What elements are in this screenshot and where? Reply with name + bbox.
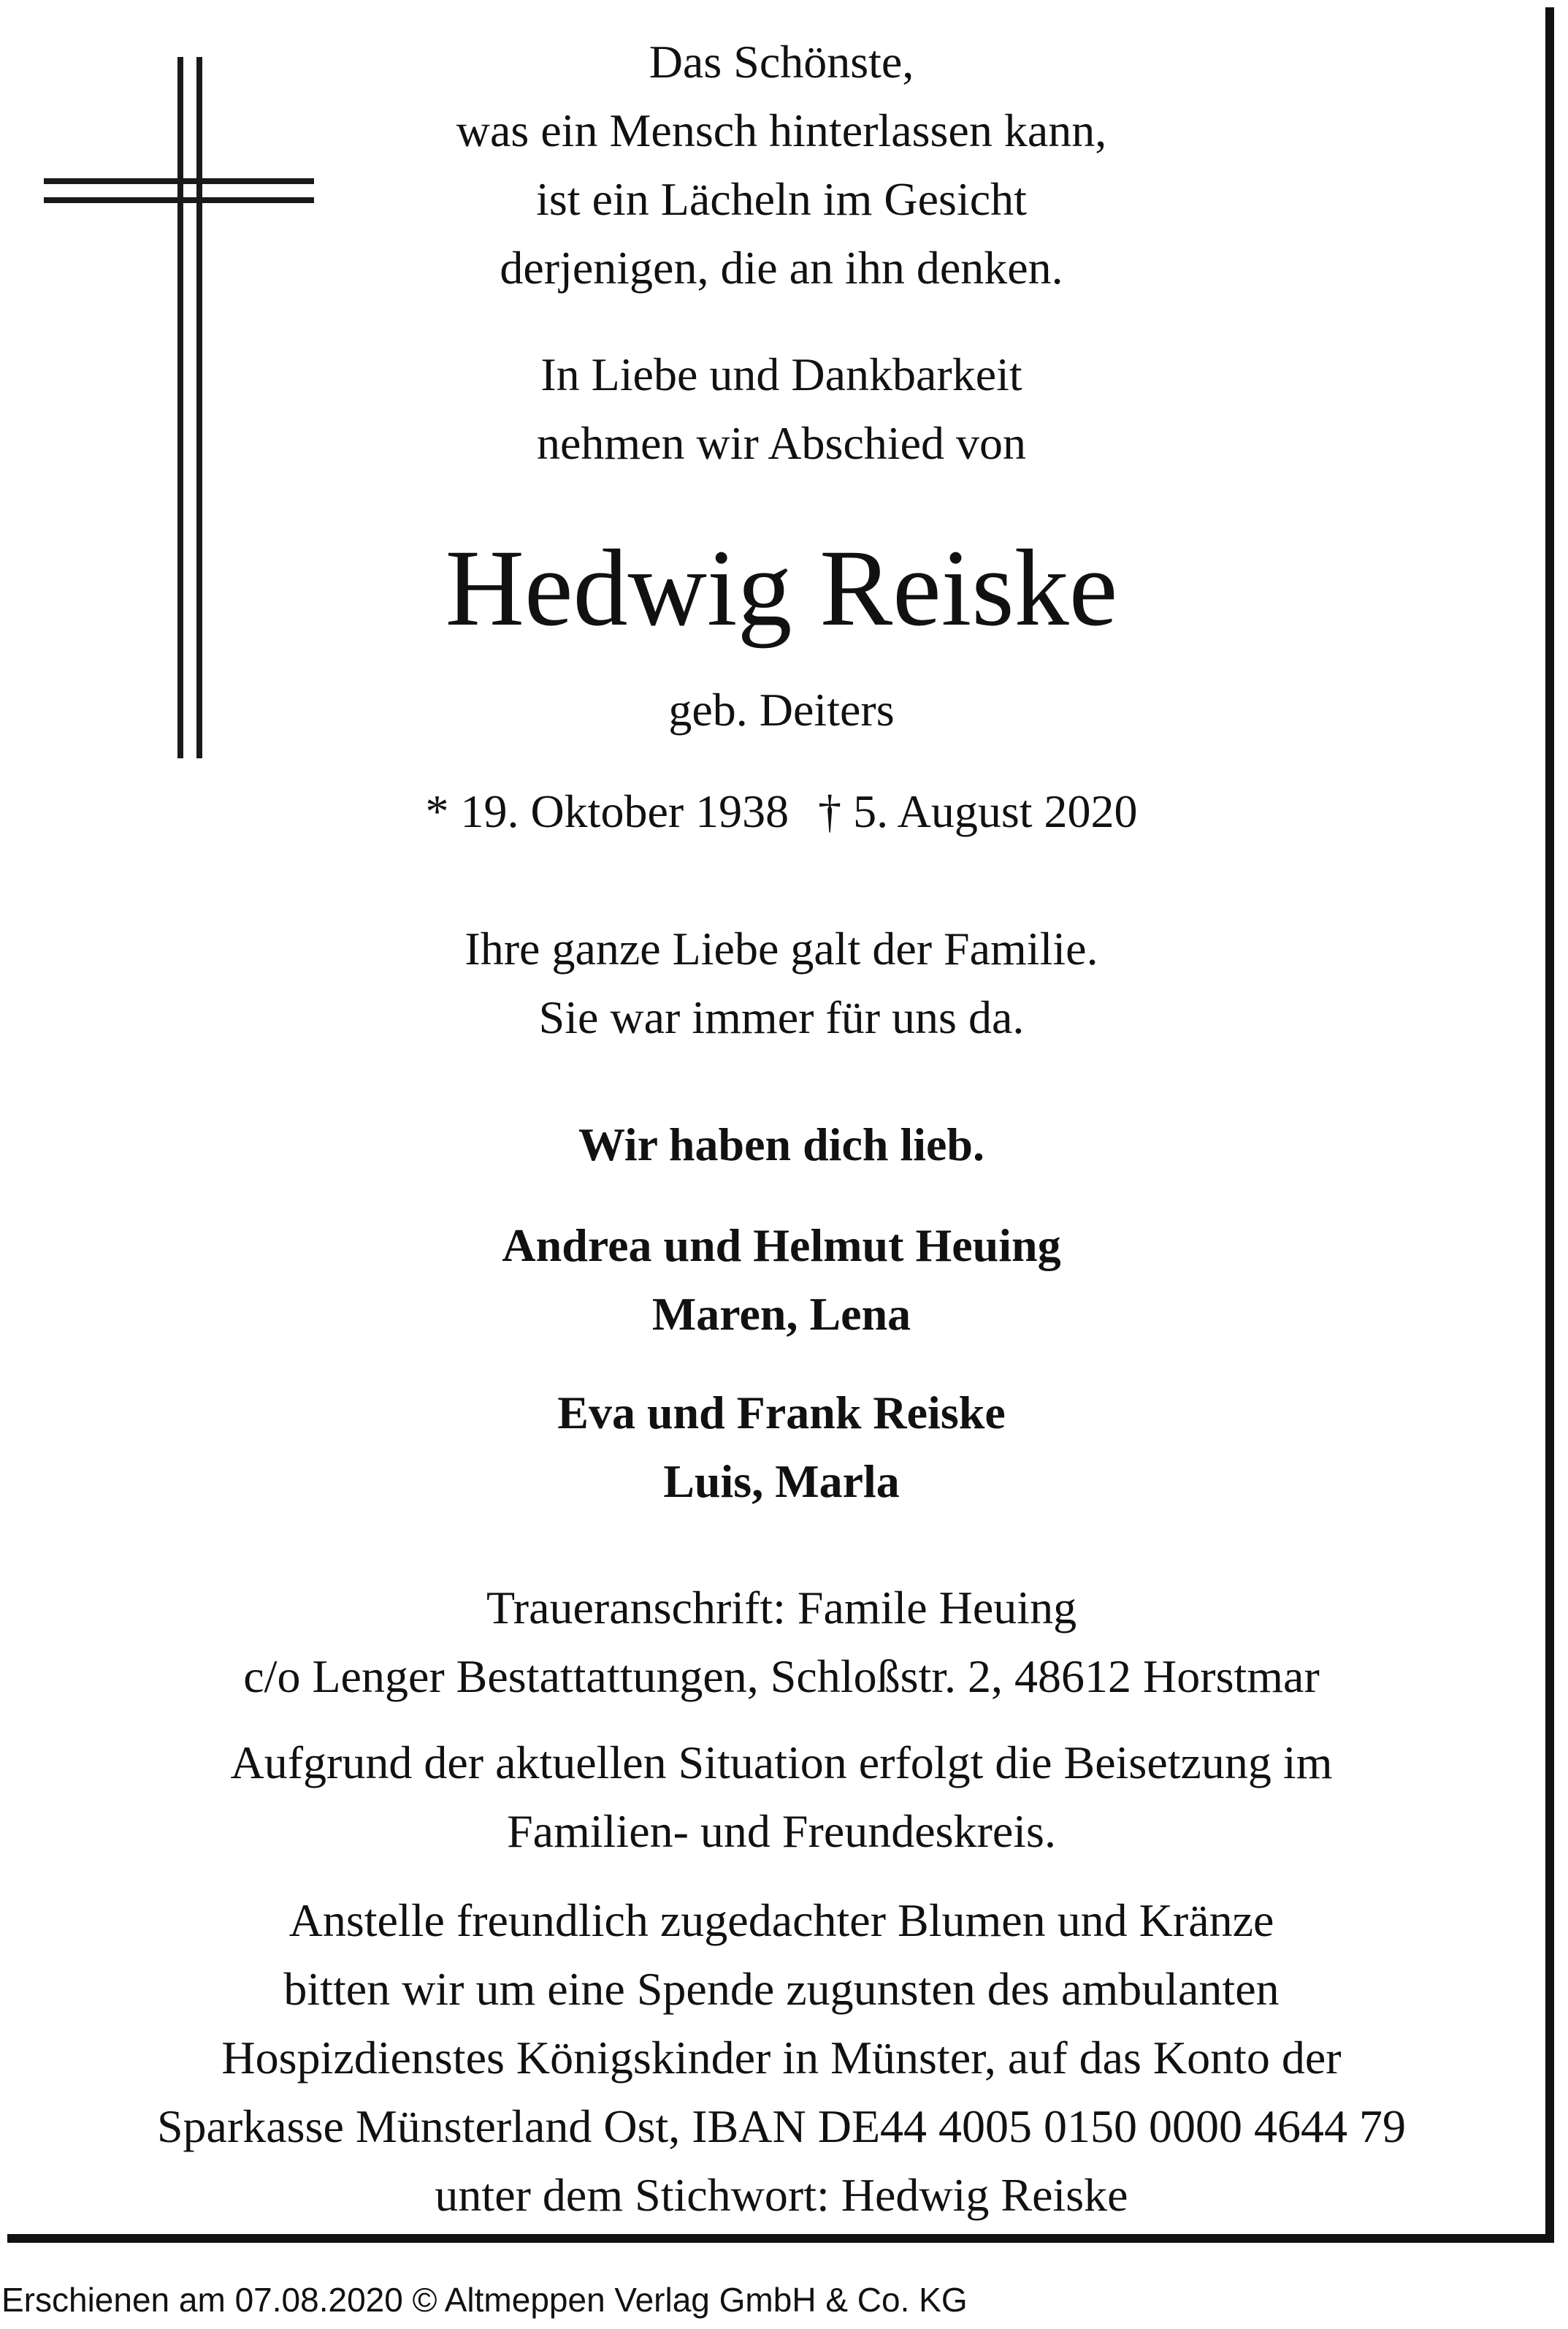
donation-notice xyxy=(29,1886,1534,2230)
family-group-1 xyxy=(219,1211,1344,1349)
donation-line: unter dem Stichwort: Hedwig Reiske xyxy=(435,2169,1128,2221)
publication-footer: Erschienen am 07.08.2020 © Altmeppen Verlag GmbH & Co. KG xyxy=(1,2281,968,2319)
tribute xyxy=(219,915,1344,1052)
poem-line: was ein Mensch hinterlassen kann, xyxy=(456,104,1107,156)
family-group-2 xyxy=(219,1379,1344,1516)
donation-line: Sparkasse Münsterland Ost, IBAN DE44 4005 0150 0000 4644 79 xyxy=(156,2100,1407,2152)
birth-name: geb. Deiters xyxy=(668,684,895,736)
poem-line: derjenigen, die an ihn denken. xyxy=(500,242,1063,294)
burial-line: Aufgrund der aktuellen Situation erfolgt die Beisetzung im xyxy=(230,1737,1333,1788)
poem-line: Das Schönste, xyxy=(649,36,914,88)
life-dates xyxy=(219,777,1344,846)
tribute-line: Sie war immer für uns da. xyxy=(538,991,1025,1043)
donation-line: Hospizdienstes Königskinder in Münster, auf das Konto der xyxy=(221,2032,1342,2084)
address-line: c/o Lenger Bestattattungen, Schloßstr. 2, 48612 Horstmar xyxy=(243,1650,1320,1702)
family-names: Eva und Frank Reiske xyxy=(557,1387,1006,1438)
family-children: Luis, Marla xyxy=(663,1455,900,1507)
love-line: Wir haben dich lieb. xyxy=(578,1118,984,1170)
family-names: Andrea und Helmut Heuing xyxy=(502,1219,1061,1271)
poem-line: ist ein Lächeln im Gesicht xyxy=(536,173,1027,225)
burial-notice xyxy=(29,1728,1534,1866)
death-date: † 5. August 2020 xyxy=(818,785,1138,837)
intro-line: In Liebe und Dankbarkeit xyxy=(540,348,1022,400)
donation-line: Anstelle freundlich zugedachter Blumen und Kränze xyxy=(288,1894,1274,1946)
intro-line: nehmen wir Abschied von xyxy=(536,417,1027,469)
donation-line: bitten wir um eine Spende zugunsten des ambulanten xyxy=(283,1963,1280,2015)
poem xyxy=(219,28,1344,302)
mourning-address xyxy=(29,1574,1534,1711)
intro xyxy=(219,340,1344,478)
birth-date: * 19. Oktober 1938 xyxy=(425,785,789,837)
deceased-name: Hedwig Reiske xyxy=(445,527,1118,649)
family-children: Maren, Lena xyxy=(651,1288,911,1340)
address-line: Traueranschrift: Famile Heuing xyxy=(486,1582,1077,1634)
burial-line: Familien- und Freundeskreis. xyxy=(507,1805,1056,1857)
tribute-line: Ihre ganze Liebe galt der Familie. xyxy=(464,923,1098,975)
